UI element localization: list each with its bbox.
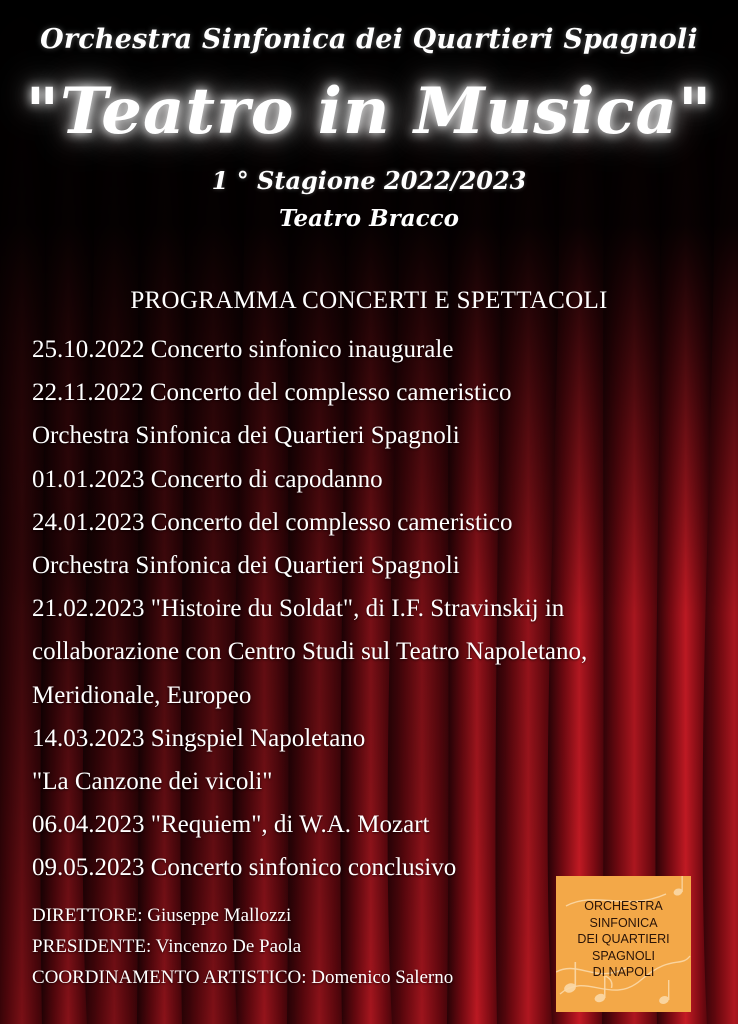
program-line: 09.05.2023 Concerto sinfonico conclusivo (32, 854, 457, 882)
program-line: 06.04.2023 "Requiem", di W.A. Mozart (32, 811, 430, 839)
credit-director: DIRETTORE: Giuseppe Mallozzi (32, 905, 292, 926)
program-list (32, 328, 587, 889)
logo-line: SINFONICA (589, 915, 658, 930)
program-heading: PROGRAMMA CONCERTI E SPETTACOLI (130, 287, 608, 314)
program-line: Orchestra Sinfonica dei Quartieri Spagnoli (32, 422, 460, 450)
program-line: collaborazione con Centro Studi sul Teatro Napoletano, (32, 638, 588, 666)
program-line: 21.02.2023 "Histoire du Soldat", di I.F. Stravinskij in (32, 595, 565, 623)
credits-list (32, 900, 453, 993)
program-line: 14.03.2023 Singspiel Napoletano (32, 724, 366, 752)
program-line: 25.10.2022 Concerto sinfonico inaugurale (32, 336, 454, 363)
orchestra-logo (556, 876, 691, 1012)
venue-label: Teatro Bracco (279, 205, 459, 232)
credit-president: PRESIDENTE: Vincenzo De Paola (32, 936, 302, 957)
program-line: 24.01.2023 Concerto del complesso cameristico (32, 508, 513, 536)
orchestra-name: Orchestra Sinfonica dei Quartieri Spagnoli (40, 24, 698, 55)
program-line: Meridionale, Europeo (32, 681, 252, 709)
program-line: 01.01.2023 Concerto di capodanno (32, 465, 383, 493)
program-line: 22.11.2022 Concerto del complesso cameristico (32, 379, 512, 407)
logo-line: DI NAPOLI (592, 965, 655, 979)
logo-text (556, 898, 691, 981)
logo-line: DEI QUARTIERI (577, 932, 670, 946)
credit-artistic-coordinator: COORDINAMENTO ARTISTICO: Domenico Salerno (32, 967, 454, 988)
program-line: "La Canzone dei vicoli" (32, 767, 273, 795)
show-title: "Teatro in Musica" (25, 74, 713, 149)
logo-line: ORCHESTRA (584, 899, 663, 913)
logo-line: SPAGNOLI (592, 948, 655, 963)
program-line: Orchestra Sinfonica dei Quartieri Spagnoli (32, 551, 460, 579)
season-label: 1 ° Stagione 2022/2023 (211, 166, 527, 195)
